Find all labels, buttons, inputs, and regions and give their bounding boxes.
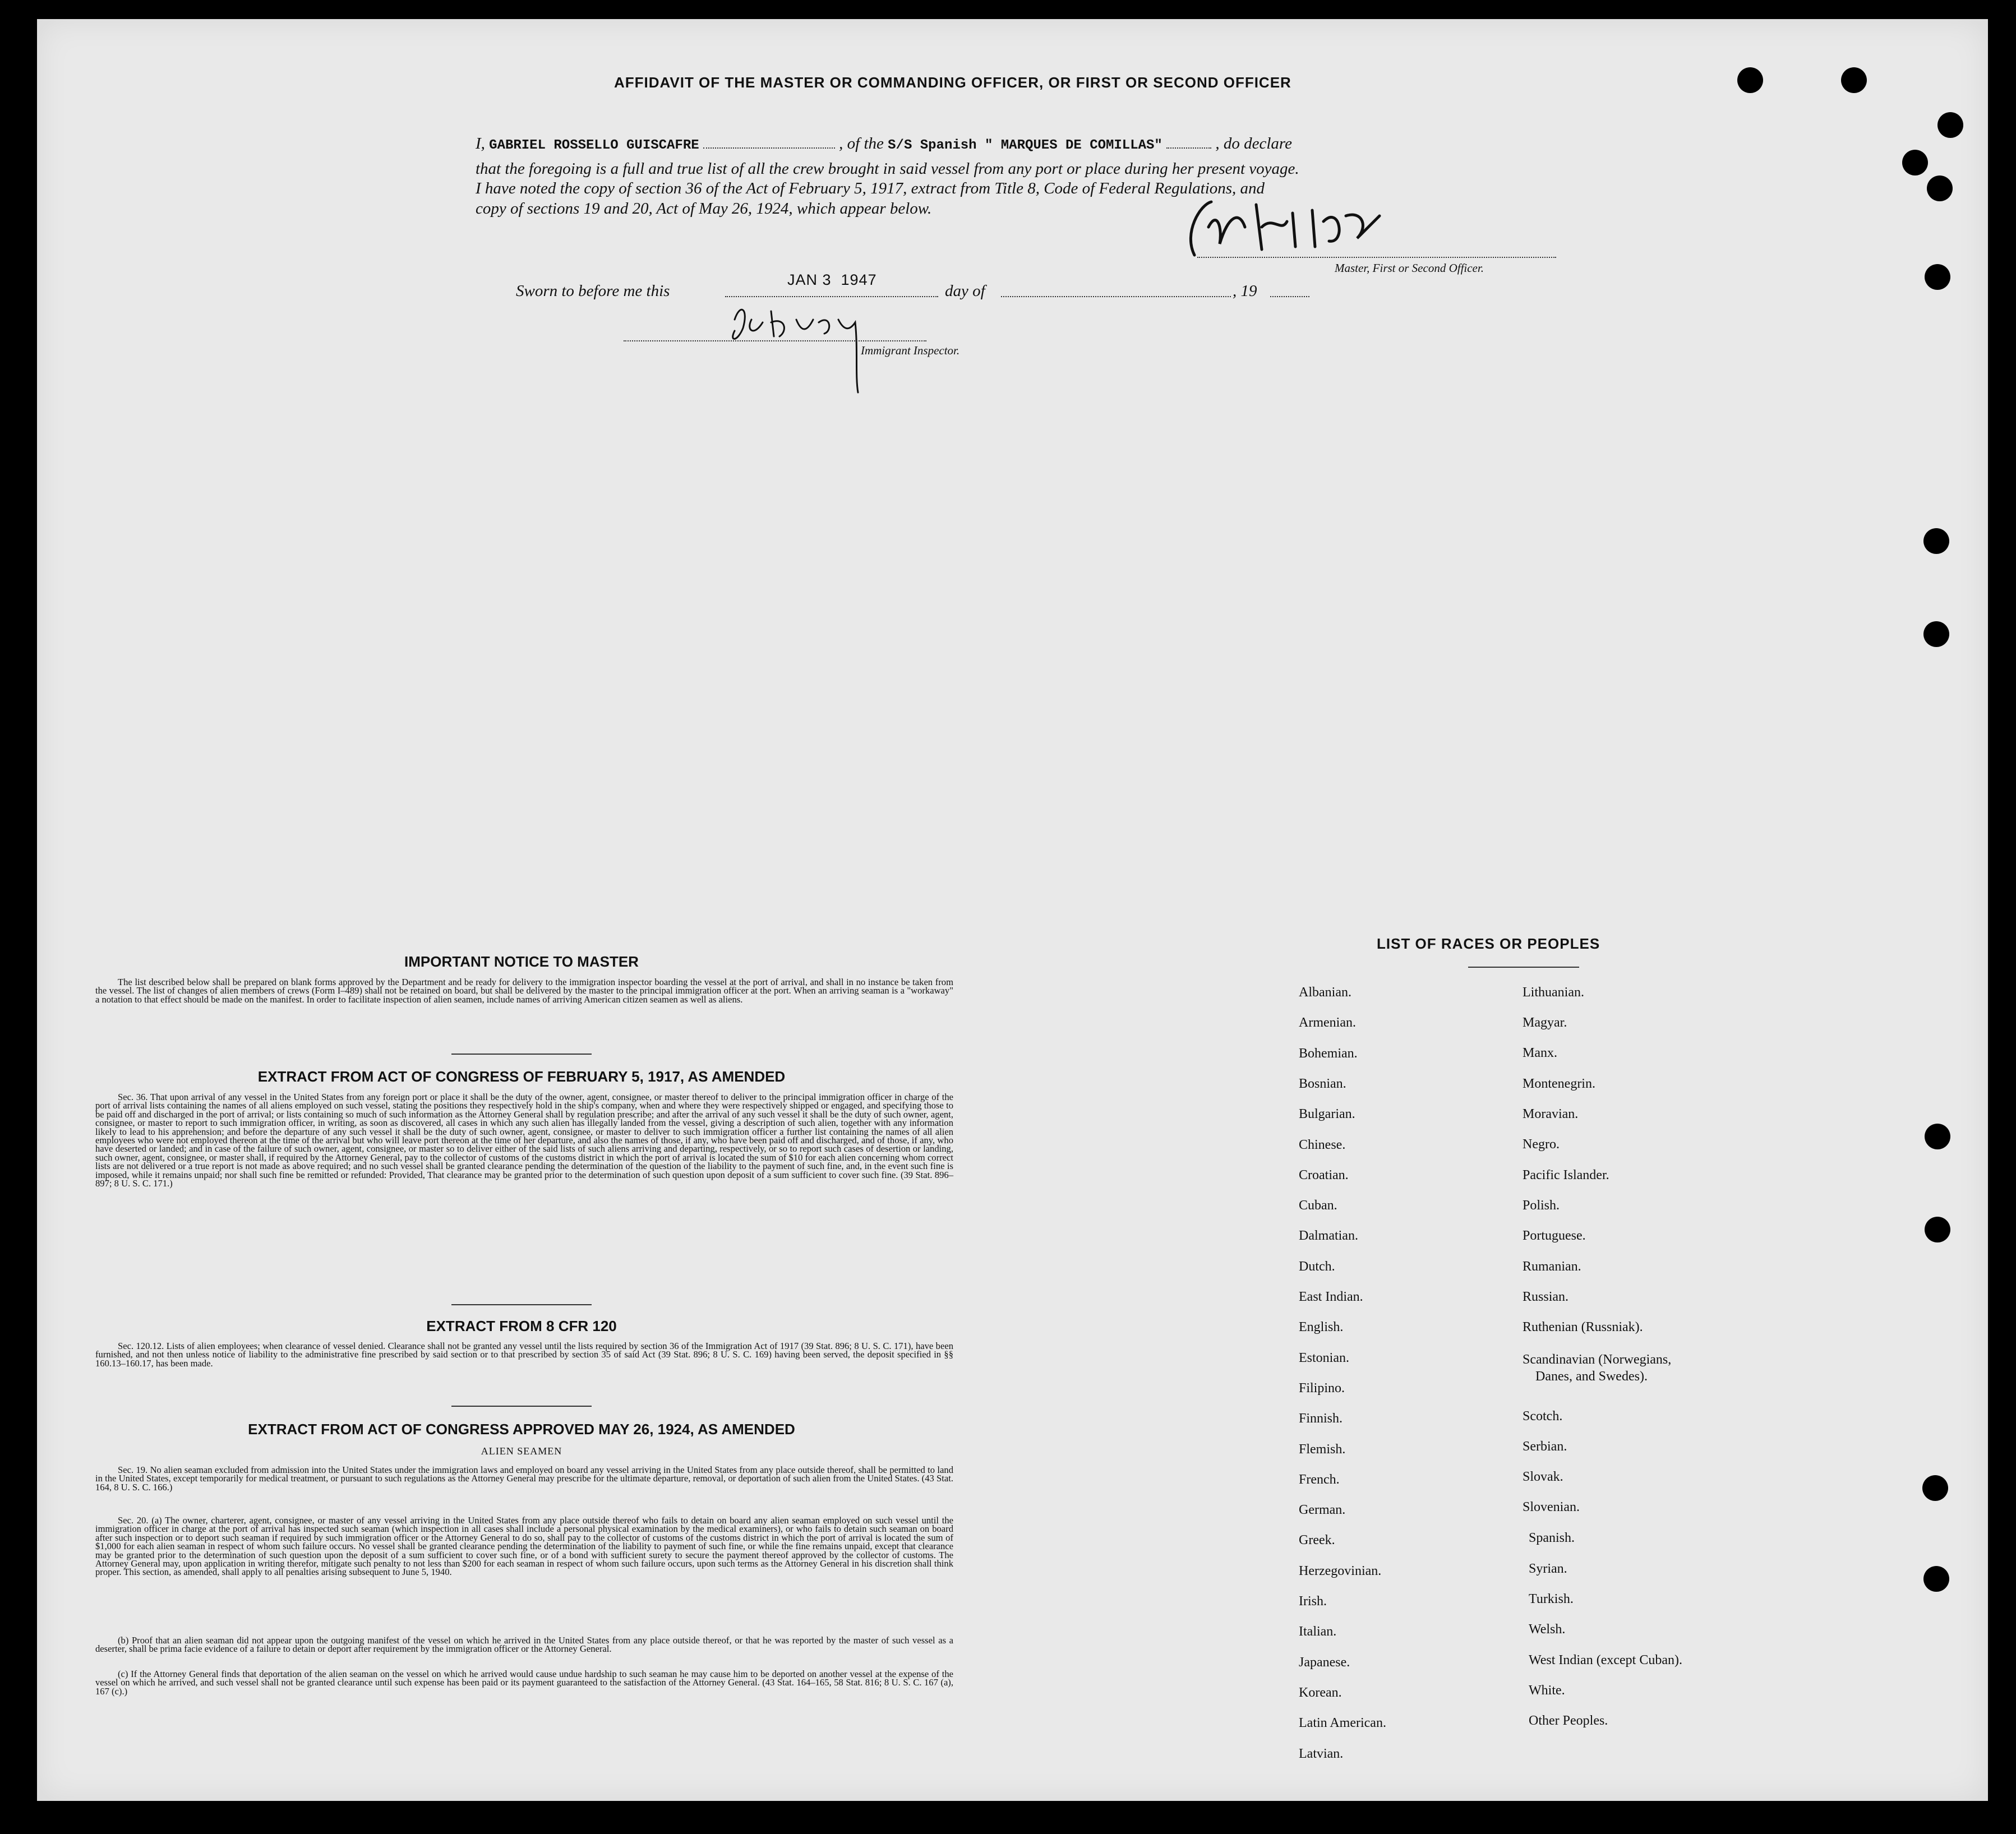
sec-20c-body: (c) If the Attorney General finds that deportation of the alien seaman on the vessel on which he arrived would cause undue hardship to such seaman he may cause him to be deported on another vessel at the expense of the vessel on which he arrived, and such vessel shall not be granted clearance until such expense has been paid or its payment guaranteed to the satisfaction of the Attorney General. (43 Stat. 164–165, 58 Stat. 816; 8 U. S. C. 167 (a), 167 (c).) — [95, 1669, 953, 1697]
race-item: Serbian. — [1523, 1439, 1567, 1454]
race-item: Negro. — [1523, 1137, 1560, 1152]
race-item: Ruthenian (Russniak). — [1523, 1320, 1643, 1334]
do-declare-text: , do declare — [1215, 135, 1292, 153]
master-signature-line — [1197, 257, 1556, 258]
race-item: Bosnian. — [1299, 1076, 1346, 1091]
extract-cfr-body: Sec. 120.12. Lists of alien employees; when clearance of vessel denied. Clearance shall not be granted any vessel until the lists required by section 36 of the Immigration Act of 1917 (39 Stat. 896; 8 U. S. C. 171), have been furnished, and not then unless notice of liability to the administrative fine prescribed by said section or to that prescribed by section 35 of said Act (39 Stat. 896; 8 U. S. C. 169) having been served, the deposit specified in §§ 160.13–160.17, has been made. — [95, 1341, 953, 1369]
extract-cfr-title: EXTRACT FROM 8 CFR 120 — [426, 1318, 617, 1334]
race-item: Pacific Islander. — [1523, 1168, 1609, 1182]
race-item: Magyar. — [1523, 1015, 1567, 1030]
extract-1917-body: Sec. 36. That upon arrival of any vessel in the United States from any foreign port or place it shall be the duty of the owner, agent, consignee, or master thereof to deliver to the principal immigration officer in charge of the port of arrival lists containing the names of all aliens employed on such vessel, stating the positions they respectively hold in the ship's company, when and where they were respectively shipped or engaged, and specifying those to be paid off and discharged in the port of arrival; or lists containing so much of such information as the Attorney General shall by regulation prescribe; and after the arrival of any such vessel it shall be the duty of such owner, agent, consignee, or master to report to such immigration officer, in writing, as soon as discovered, all cases in which any such alien has illegally landed from the vessel, giving a description of such alien, together with any information likely to lead to his apprehension; and before the departure of any such vessel it shall be the duty of such owner, agent, consignee, or master to deliver to such immigration officer a further list containing the names of all alien employees who were not employed thereon at the time of the arrival but who will leave port thereon at the time of her departure, and also the names of those, if any, who have been paid off and discharged, and of those, if any, who have deserted or landed; and in case of the failure of such owner, agent, consignee, or master so to deliver either of the said lists of such aliens arriving and departing, respectively, or so to report such cases of desertion or landing, such owner, agent, consignee, or master shall, if required by the Attorney General, pay to the collector of customs of the customs district in which the port of arrival is located the sum of $10 for each alien concerning whom correct lists are not delivered or a true report is not made as above required; and no such vessel shall be granted clearance pending the determination of the question of the liability to the payment of such fine, and, in the event such fine is imposed, while it remains unpaid; nor shall such fine be remitted or refunded: Provided, That clearance may be granted prior to the determination of such question upon deposit of a sum sufficient to cover such fine. (39 Stat. 896–897; 8 U. S. C. 171.) — [95, 1092, 953, 1189]
race-item: Scandinavian (Norwegians, — [1523, 1352, 1672, 1367]
race-item: Lithuanian. — [1523, 985, 1584, 1000]
race-item: Italian. — [1299, 1624, 1337, 1639]
race-item: East Indian. — [1299, 1290, 1363, 1304]
race-item: Other Peoples. — [1529, 1713, 1608, 1728]
punch-hole — [1925, 1217, 1950, 1242]
race-item: Moravian. — [1523, 1107, 1579, 1121]
race-item: Japanese. — [1299, 1655, 1350, 1670]
punch-hole — [1927, 175, 1953, 201]
extract-1924-title: EXTRACT FROM ACT OF CONGRESS APPROVED MAY 26, 1924, AS AMENDED — [248, 1421, 795, 1438]
race-item: Bohemian. — [1299, 1046, 1358, 1061]
affidavit-title: AFFIDAVIT OF THE MASTER OR COMMANDING OFFICER, OR FIRST OR SECOND OFFICER — [614, 74, 1291, 91]
race-item: Korean. — [1299, 1685, 1342, 1700]
race-item: Filipino. — [1299, 1380, 1345, 1396]
race-item: Portuguese. — [1523, 1228, 1586, 1243]
race-item: West Indian (except Cuban). — [1529, 1653, 1682, 1667]
notice-body: The list described below shall be prepared on blank forms approved by the Department and be ready for delivery to the immigration inspector boarding the vessel at the port of arrival, and shall in no instance be taken from the vessel. The list of changes of alien members of crews (Form I–489) shall not be retained on board, but shall be delivered by the master to the principal immigration officer at the port. When an arriving seaman is a "workaway" a notation to that effect should be made on the manifest. In order to facilitate inspection of alien seamen, include names of arriving American citizen seamen as well as aliens. — [95, 977, 953, 1005]
race-item: Latvian. — [1299, 1746, 1344, 1761]
extract-1917-title: EXTRACT FROM ACT OF CONGRESS OF FEBRUARY 5, 1917, AS AMENDED — [257, 1068, 786, 1085]
punch-hole — [1902, 150, 1928, 175]
race-item: Estonian. — [1299, 1350, 1349, 1365]
race-item: Turkish. — [1529, 1592, 1574, 1606]
race-item: Welsh. — [1529, 1622, 1566, 1637]
race-item: English. — [1299, 1320, 1344, 1335]
race-item: Chinese. — [1299, 1137, 1346, 1152]
race-item: Russian. — [1523, 1290, 1569, 1304]
name-dotted-line — [703, 135, 835, 149]
race-item: Dutch. — [1299, 1259, 1335, 1274]
race-item: Armenian. — [1299, 1015, 1356, 1031]
race-item: German. — [1299, 1503, 1346, 1518]
year-dotted-line — [1270, 296, 1309, 297]
punch-hole — [1925, 264, 1950, 290]
race-item: Montenegrin. — [1523, 1077, 1595, 1091]
race-item: Manx. — [1523, 1046, 1557, 1060]
race-item: Spanish. — [1529, 1531, 1575, 1545]
day-of-text: day of — [945, 282, 985, 300]
punch-hole — [1737, 67, 1763, 93]
punch-hole — [1937, 112, 1963, 138]
punch-hole — [1841, 67, 1867, 93]
declaration-line-2: that the foregoing is a full and true list of all the crew brought in said vessel from any port or place during her present voyage. — [476, 160, 1299, 178]
declaration-line-1 — [476, 135, 1292, 153]
inspector-signature-label: Immigrant Inspector. — [861, 344, 960, 357]
race-item: Rumanian. — [1523, 1259, 1581, 1274]
race-item: Albanian. — [1299, 985, 1351, 1000]
race-item: Flemish. — [1299, 1442, 1346, 1457]
punch-hole — [1925, 1124, 1950, 1149]
race-item: White. — [1529, 1683, 1565, 1698]
vessel-dotted-line — [1166, 135, 1211, 149]
race-item: Irish. — [1299, 1594, 1327, 1609]
race-item: French. — [1299, 1472, 1340, 1487]
divider — [451, 1054, 592, 1055]
sec-19-body: Sec. 19. No alien seaman excluded from admission into the United States under the immigration laws and employed on board any vessel arriving in the United States from any place outside thereof, shall be permitted to land in the United States, except temporarily for medical treatment, or pursuant to such regulations as the Attorney General may prescribe for the ultimate departure, removal, or deportation of such alien from the United States. (43 Stat. 164, 8 U. S. C. 166.) — [95, 1465, 953, 1493]
race-item: Syrian. — [1529, 1562, 1567, 1576]
declaration-prefix: I, — [476, 135, 485, 153]
month-dotted-line — [1001, 296, 1231, 297]
race-item: Herzegovinian. — [1299, 1563, 1382, 1578]
sworn-prefix: Sworn to before me this — [516, 282, 670, 300]
race-item: Polish. — [1523, 1198, 1560, 1213]
date-stamp: JAN 3 1947 — [787, 271, 877, 288]
race-item: Slovak. — [1523, 1470, 1563, 1484]
race-item: Dalmatian. — [1299, 1228, 1358, 1244]
punch-hole — [1923, 528, 1949, 554]
race-item: Danes, and Swedes). — [1535, 1369, 1648, 1384]
race-item: Greek. — [1299, 1533, 1335, 1548]
inspector-signature-line — [624, 340, 926, 341]
notice-title: IMPORTANT NOTICE TO MASTER — [404, 953, 639, 970]
alien-seamen-subtitle: ALIEN SEAMEN — [481, 1445, 562, 1457]
year-prefix: , 19 — [1233, 282, 1257, 300]
sec-20a-body: Sec. 20. (a) The owner, charterer, agent, consignee, or master of any vessel arriving in the United States from any place outside thereof who fails to detain on board any alien seaman employed on such vessel until the immigration officer in charge at the port of arrival has inspected such seaman (which inspection in all cases shall include a personal physical examination by the medical examiners), or who fails to detain such seaman on board after such inspection or to deport such seaman if required by such immigration officer or the Attorney General to do so, shall pay to the collector of customs of the customs district in which the port of arrival is located the sum of $1,000 for each alien seaman in respect of whom such failure occurs. No vessel shall be granted clearance pending the determination of the liability to payment of such fine, or while the fine remains unpaid, except that clearance may be granted prior to the determination of such question upon the deposit of a sum sufficient to cover such fine, or of a bond with sufficient surety to secure the payment thereof approved by the collector of customs. The Attorney General may, upon application in writing therefor, mitigate such penalty to not less than $200 for each seaman in respect of whom such failure occurs, upon such terms as the Attorney General in his discretion shall think proper. This section, as amended, shall apply to all penalties arising subsequent to June 5, 1940. — [95, 1515, 953, 1578]
race-item: Bulgarian. — [1299, 1107, 1355, 1122]
race-item: Slovenian. — [1523, 1500, 1580, 1514]
punch-hole — [1922, 1475, 1948, 1501]
race-item: Finnish. — [1299, 1411, 1343, 1426]
master-name: GABRIEL ROSSELLO GUISCAFRE — [489, 138, 699, 153]
races-divider — [1468, 967, 1579, 968]
master-signature — [1178, 193, 1548, 266]
race-item: Scotch. — [1523, 1409, 1563, 1424]
race-item: Croatian. — [1299, 1167, 1349, 1182]
races-title: LIST OF RACES OR PEOPLES — [1377, 935, 1600, 952]
vessel-name: S/S Spanish " MARQUES DE COMILLAS" — [888, 138, 1162, 153]
divider — [451, 1406, 592, 1407]
divider — [451, 1304, 592, 1305]
punch-hole — [1923, 1566, 1949, 1592]
of-the-text: , of the — [839, 135, 884, 153]
master-signature-label: Master, First or Second Officer. — [1335, 261, 1484, 275]
race-item: Latin American. — [1299, 1716, 1386, 1731]
punch-hole — [1923, 621, 1949, 647]
race-item: Cuban. — [1299, 1198, 1337, 1213]
sworn-line — [516, 282, 670, 301]
declaration-line-3: I have noted the copy of section 36 of the Act of February 5, 1917, extract from Title 8, Code of Federal Regulations, and — [476, 179, 1265, 197]
declaration-line-4: copy of sections 19 and 20, Act of May 26, 1924, which appear below. — [476, 200, 932, 218]
sec-20b-body: (b) Proof that an alien seaman did not appear upon the outgoing manifest of the vessel on which he arrived in the United States from any place outside thereof, or that he was reported by the master of such vessel as a deserter, shall be prima facie evidence of a failure to detain or deport after requirement by the immigration officer or the Attorney General. — [95, 1635, 953, 1655]
